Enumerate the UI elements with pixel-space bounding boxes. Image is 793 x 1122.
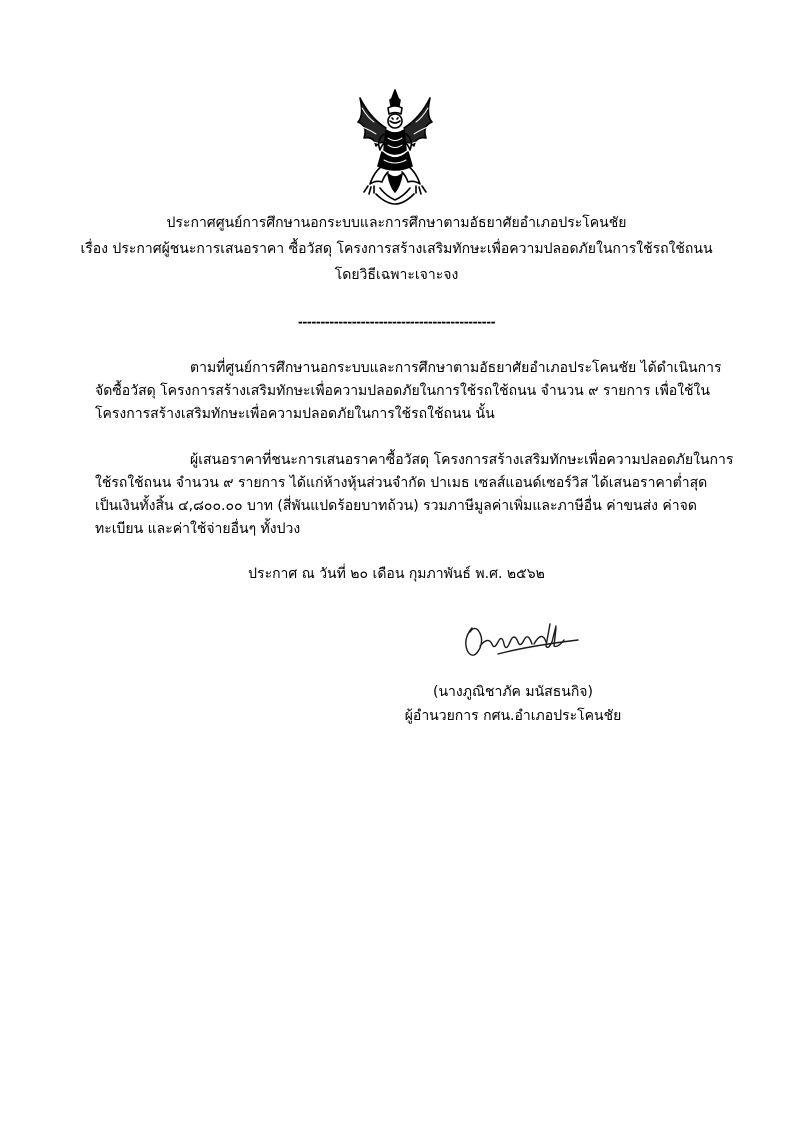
paragraph-line: ผู้เสนอราคาที่ชนะการเสนอราคาซื้อวัสดุ โครงการสร้างเสริมทักษะเพื่อความปลอดภัยในการ [190, 452, 734, 468]
signer-name: (นางภูณิชาภัค มนัสธนกิจ) [433, 684, 593, 700]
paragraph-line: จัดซื้อวัสดุ โครงการสร้างเสริมทักษะเพื่อความปลอดภัยในการใช้รถใช้ถนน จำนวน ๙ รายการ เพื่อใช้ใน [95, 383, 710, 399]
paragraph-line: เป็นเงินทั้งสิ้น ๔,๘๐๐.๐๐ บาท (สี่พันแปดร้อยบาทถ้วน) รวมภาษีมูลค่าเพิ่มและภาษีอื่น ค่าขนส่ง ค่าจด [95, 498, 697, 514]
procurement-method: โดยวิธีเฉพาะเจาะจง [334, 267, 459, 283]
announcement-date: ประกาศ ณ วันที่ ๒๐ เดือน กุมภาพันธ์ พ.ศ. ๒๕๖๒ [248, 566, 545, 582]
paragraph-winner [95, 449, 734, 541]
paragraph-line: ทะเบียน และค่าใช้จ่ายอื่นๆ ทั้งปวง [95, 521, 301, 537]
handwritten-signature-icon [458, 618, 586, 668]
paragraph-line: ตามที่ศูนย์การศึกษานอกระบบและการศึกษาตามอัธยาศัยอำเภอประโคนชัย ได้ดำเนินการ [190, 360, 722, 376]
announcement-title: ประกาศศูนย์การศึกษานอกระบบและการศึกษาตามอัธยาศัยอำเภอประโคนชัย [166, 215, 627, 231]
garuda-emblem-icon [352, 88, 438, 206]
separator-line: -------------------------------------------- [297, 315, 496, 329]
signer-title: ผู้อำนวยการ กศน.อำเภอประโคนชัย [404, 708, 622, 724]
paragraph-line: โครงการสร้างเสริมทักษะเพื่อความปลอดภัยในการใช้รถใช้ถนน นั้น [95, 406, 495, 422]
paragraph-background [95, 357, 722, 426]
paragraph-line: ใช้รถใช้ถนน จำนวน ๙ รายการ ได้แก่ห้างหุ้นส่วนจำกัด ปาเมธ เซลส์แอนด์เซอร์วิส ได้เสนอราคาต่ำสุด [95, 475, 708, 491]
announcement-subject: เรื่อง ประกาศผู้ชนะการเสนอราคา ซื้อวัสดุ โครงการสร้างเสริมทักษะเพื่อความปลอดภัยในการใช้รถใช้ถนน [80, 241, 713, 257]
